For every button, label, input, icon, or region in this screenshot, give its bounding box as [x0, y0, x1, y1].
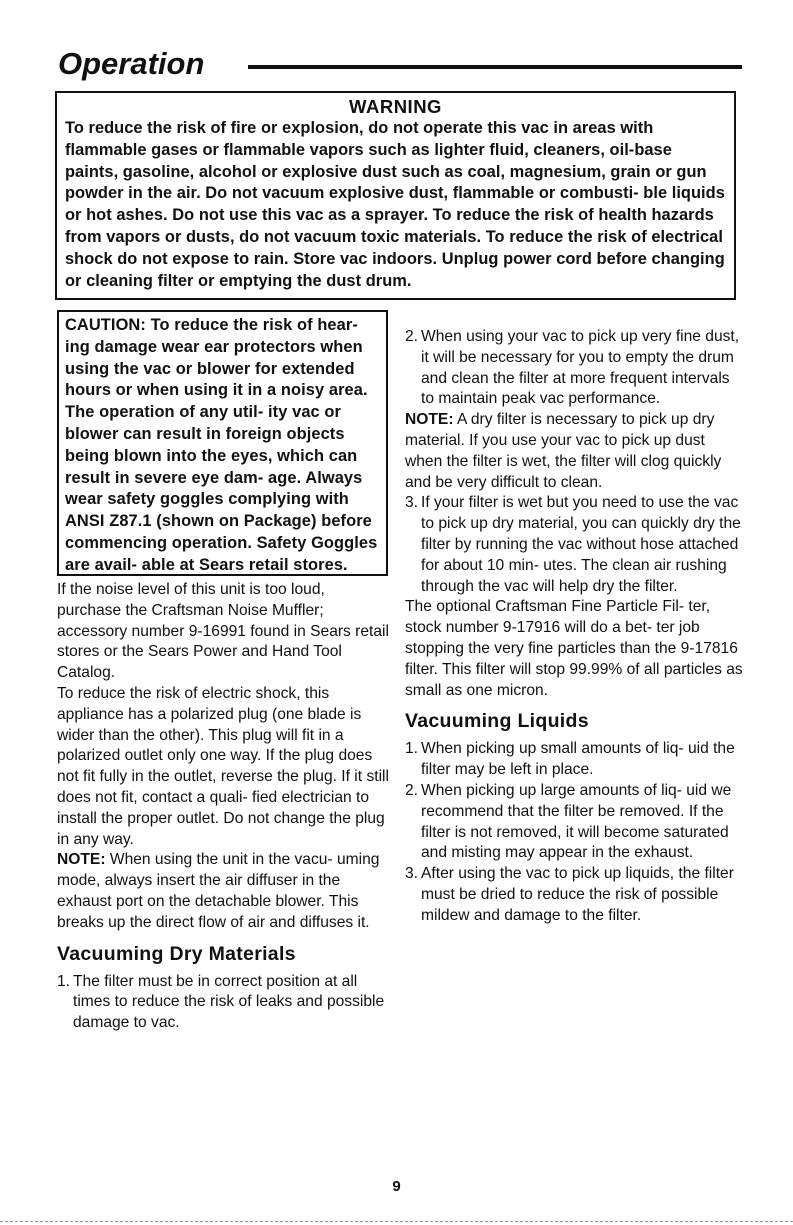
optional-filter-paragraph: The optional Craftsman Fine Particle Fil- ter, stock number 9-17916 will do a bet- ter job stopping the very fine particles than the 9-17816 filter. This filter will stop 99.99% of all particles as small as one micron.	[405, 598, 743, 699]
warning-text: To reduce the risk of fire or explosion, do not operate this vac in areas with flammable gases or flammable vapors such as lighter fluid, cleaners, oil-base paints, gasoline, alcohol or explosive dust such as coal, magnesium, grain or gun powder in the air. Do not vacuum explosive dust, flammable or combusti- ble liquids or hot ashes. Do not use this vac as a sprayer. To reduce the risk of health hazards from vapors or dusts, do not vacuum toxic materials. To reduce the risk of electrical shock do not expose to rain. Store vac indoors. Unplug power cord before changing or cleaning filter or emptying the dust drum.	[65, 119, 725, 290]
list-number: 2.	[405, 328, 419, 345]
list-item-text: When using your vac to pick up very fine dust, it will be necessary for you to empty the drum and clean the filter at more frequent intervals to maintain peak vac performance.	[421, 328, 740, 408]
left-column	[57, 580, 392, 1034]
right-column	[405, 327, 745, 927]
page-number: 9	[392, 1178, 401, 1195]
list-item-text: When picking up small amounts of liq- uid the filter may be left in place.	[421, 740, 735, 779]
list-number: 3.	[405, 865, 419, 883]
header-rule	[248, 65, 742, 69]
page-bottom-edge	[0, 1221, 793, 1222]
plug-paragraph: To reduce the risk of electric shock, this appliance has a polarized plug (one blade is wider than the other). This plug will fit in a polarized outlet only one way. If the plug does not fit fully in the outlet, reverse the plug. If it still does not fit, contact a quali- fied electrician to install the proper outlet. Do not change the plug in any way.	[57, 684, 389, 848]
caution-text: CAUTION: To reduce the risk of hear- ing damage wear ear protectors when using the vac or blower for extended hours or when using it in a noisy area. The operation of any util- ity vac or blower can result in foreign objects being blown into the eyes, which can result in severe eye dam- age. Always wear safety goggles complying with ANSI Z87.1 (shown on Package) before commencing operation. Safety Goggles are avail- able at Sears retail stores.	[65, 316, 378, 574]
list-item-text: If your filter is wet but you need to use the vac to pick up dry material, you can quickly dry the filter by running the vac without hose attached for about 10 min- utes. The clean air rushing through the vac will help dry the filter.	[421, 494, 741, 595]
noise-paragraph: If the noise level of this unit is too loud, purchase the Craftsman Noise Muffler; accessory number 9-16991 found in Sears retail stores or the Sears Power and Hand Tool Catalog.	[57, 581, 389, 682]
note-label: NOTE:	[405, 411, 454, 429]
liquids-heading: Vacuuming Liquids	[405, 710, 589, 733]
note-text: When using the unit in the vacu- uming mode, always insert the air diffuser in the exhaust port on the detachable blower. This breaks up the direct flow of air and diffuses it.	[57, 851, 380, 931]
note-paragraph	[405, 410, 745, 493]
page-header	[58, 44, 742, 90]
note-text: A dry filter is necessary to pick up dry material. If you use your vac to pick up dust when the filter is wet, the filter will clog quickly and be very difficult to clean.	[405, 411, 722, 491]
page-title: Operation	[58, 46, 205, 81]
list-item-text: After using the vac to pick up liquids, the filter must be dried to reduce the risk of possible mildew and damage to the filter.	[421, 865, 734, 924]
list-item-text: When picking up large amounts of liq- uid we recommend that the filter be removed. If the filter is not removed, it will become saturated and misting may appear in the exhaust.	[421, 781, 732, 862]
warning-title: WARNING	[349, 96, 442, 117]
dry-materials-heading: Vacuuming Dry Materials	[57, 942, 296, 965]
list-number: 1.	[57, 972, 71, 990]
list-item-text: The filter must be in correct position at all times to reduce the risk of leaks and possible damage to vac.	[73, 972, 385, 1032]
list-item	[57, 972, 392, 1034]
list-number: 3.	[405, 494, 419, 512]
warning-box	[55, 91, 736, 300]
note-paragraph	[57, 850, 392, 933]
list-item	[405, 781, 745, 864]
list-item	[405, 864, 745, 926]
list-item	[405, 493, 745, 597]
note-label: NOTE:	[57, 851, 106, 869]
list-number: 1.	[405, 740, 419, 758]
caution-box	[57, 310, 388, 576]
list-number: 2.	[405, 781, 419, 799]
list-item	[405, 327, 745, 410]
list-item	[405, 739, 745, 781]
